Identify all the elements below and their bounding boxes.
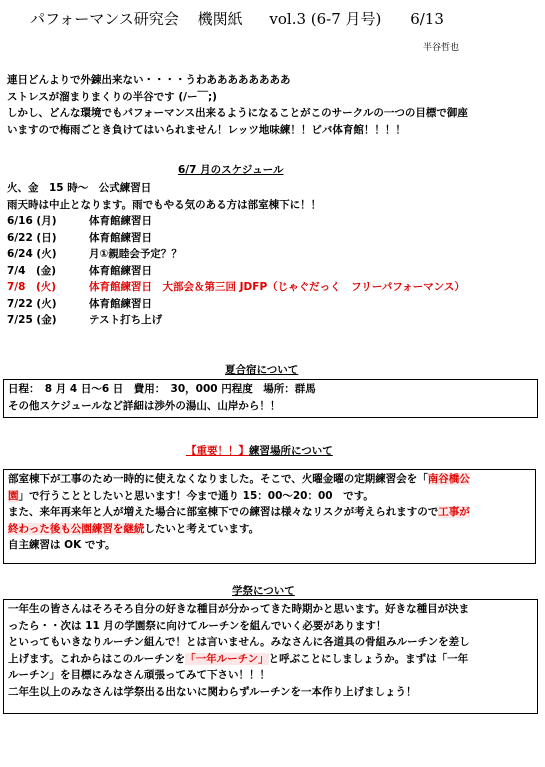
emphasis-text: 工事が xyxy=(438,506,470,518)
schedule-row xyxy=(7,263,465,280)
camp-line: 日程： 8 月 4 日～6 日 費用： 30，000 円程度 場所：群馬 xyxy=(8,383,316,395)
intro-line: ストレスが溜まりまくりの半谷です (/ー￣;) xyxy=(7,90,217,103)
newsletter-subtitle: 機関紙 xyxy=(197,10,243,28)
club-name: パフォーマンス研究会 xyxy=(30,10,179,28)
schedule-date: 7/4 (金) xyxy=(7,264,57,277)
intro-line: いますので梅雨ごとき負けてはいられません！レッツ地味練！！ビバ体育館！！！！ xyxy=(7,123,406,136)
park-name: 園 xyxy=(8,489,19,502)
schedule-date: 7/25 (金) xyxy=(7,314,57,326)
practice-text: したいと考えています。 xyxy=(144,522,260,535)
practice-text: また、来年再来年と人が増えた場合に部室棟下での練習は様々なリスクが考えられますので xyxy=(8,506,439,518)
practice-line: 自主練習は OK です。 xyxy=(8,539,116,551)
schedule-event: 体育館練習日 xyxy=(89,264,152,277)
issue-date: 6/13 xyxy=(410,10,444,28)
schedule-row xyxy=(7,296,465,313)
practice-line xyxy=(8,521,532,538)
schedule-row-highlight xyxy=(7,279,465,296)
practice-box xyxy=(3,469,536,564)
schedule-event: 体育館練習日 xyxy=(89,231,152,244)
camp-line: その他スケジュールなど詳細は渉外の湯山、山岸から！！ xyxy=(8,399,281,412)
schedule-date: 7/22 (火) xyxy=(7,297,57,310)
schedule-info: 火、金 15 時～ 公式練習日 xyxy=(7,182,152,194)
schedule-row xyxy=(7,312,465,329)
gakusai-line: ルーチン」を目標にみなさん頑張ってみて下さい！！！ xyxy=(8,669,270,681)
practice-text: 」で行うこととしたいと思います！今まで通り 15：00～20：00 です。 xyxy=(18,489,374,502)
author-name: 半谷哲也 xyxy=(423,43,460,53)
camp-box xyxy=(3,379,538,418)
gakusai-line: 二年生以上のみなさんは学祭出る出ないに関わらずルーチンを一本作り上げましょう！ xyxy=(8,685,417,698)
schedule-date: 6/16 (月) xyxy=(7,215,57,227)
intro-line: しかし、どんな環境でもパフォーマンス出来るようになることがこのサークルの一つの目標で御座 xyxy=(7,107,468,119)
practice-line xyxy=(8,471,532,488)
emphasis-text: 終わった後も公園練習を継続 xyxy=(8,522,145,535)
gakusai-text: 上げます。これからはこのルーチンを xyxy=(8,652,186,665)
schedule-event: 体育館練習日 xyxy=(89,215,152,227)
schedule-date: 6/24 (火) xyxy=(7,248,57,260)
practice-line xyxy=(8,488,532,505)
schedule-row xyxy=(7,246,465,263)
schedule-event: テスト打ち上げ xyxy=(89,314,163,326)
schedule-event: 月①親睦会予定？？ xyxy=(89,248,182,260)
gakusai-line: 一年生の皆さんはそろそろ自分の好きな種目が分かってきた時期かと思います。好きな種目が決ま xyxy=(8,603,470,615)
schedule-list xyxy=(7,180,465,329)
schedule-heading: 6/7 月のスケジュール xyxy=(178,164,284,176)
gakusai-heading: 学祭について xyxy=(232,585,295,597)
gakusai-line xyxy=(8,651,534,668)
schedule-row xyxy=(7,213,465,230)
practice-heading-text: 練習場所について xyxy=(249,445,333,457)
schedule-event: 体育館練習日 大部会＆第三回 JDFP（じゃぐだっく フリーパフォーマンス） xyxy=(89,281,465,293)
gakusai-line: ったら・・次は 11 月の学園祭に向けてルーチンを組んでいく必要があります！ xyxy=(8,619,387,632)
intro-paragraph xyxy=(7,72,468,138)
practice-heading xyxy=(186,443,333,458)
camp-heading: 夏合宿について xyxy=(225,364,299,376)
intro-line: 連日どんよりで外錬出来ない・・・・うわああああああああ xyxy=(7,74,291,86)
schedule-event: 体育館練習日 xyxy=(89,297,152,310)
schedule-date: 7/8 (火) xyxy=(7,281,57,293)
park-name: 南谷橋公 xyxy=(427,473,470,485)
volume-label: vol.3 (6-7 月号) xyxy=(269,10,382,28)
schedule-date: 6/22 (日) xyxy=(7,231,57,244)
gakusai-box xyxy=(3,599,538,714)
routine-name: 「一年ルーチン」 xyxy=(185,652,269,665)
newsletter-title xyxy=(30,8,535,29)
practice-line xyxy=(8,504,532,521)
gakusai-text: と呼ぶことにしましょうか。まずは「一年 xyxy=(268,652,469,665)
important-label: 【重要！！】 xyxy=(186,445,249,457)
practice-text: 部室棟下が工事のため一時的に使えなくなりました。そこで、火曜金曜の定期練習会を「 xyxy=(8,473,428,485)
gakusai-line: といってもいきなりルーチン組んで！とは言いません。みなさんに各道具の骨組みルーチンを差し xyxy=(8,636,470,648)
schedule-row xyxy=(7,230,465,247)
schedule-info: 雨天時は中止となります。雨でもやる気のある方は部室棟下に！！ xyxy=(7,198,322,211)
